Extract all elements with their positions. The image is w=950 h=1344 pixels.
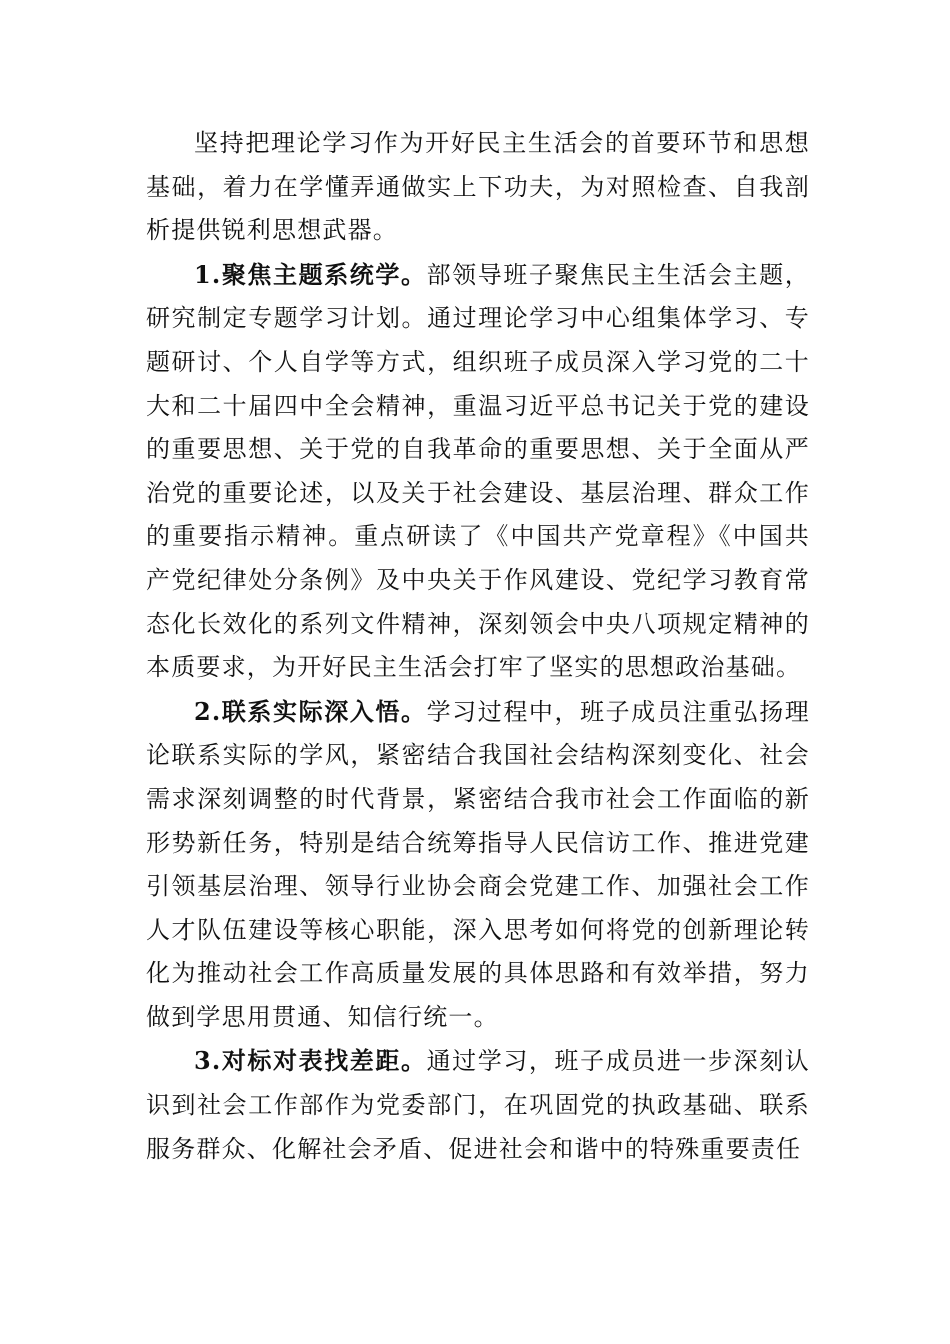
section-paragraph-1 — [146, 253, 810, 690]
section-heading-3: 3.对标对表找差距。 — [194, 1046, 427, 1076]
section-paragraph-3 — [146, 1039, 810, 1171]
section-body-2: 学习过程中，班子成员注重弘扬理论联系实际的学风，紧密结合我国社会结构深刻变化、社会需求深刻调整的时代背景，紧密结合我市社会工作面临的新形势新任务，特别是结合统筹指导人民信访工作、推进党建引领基层治理、领导行业协会商会党建工作、加强社会工作人才队伍建设等核心职能，深入思考如何将党的创新理论转化为推动社会工作高质量发展的具体思路和有效举措，努力做到学思用贯通、知信行统一。 — [146, 697, 811, 1031]
section-paragraph-2 — [146, 690, 810, 1040]
section-heading-1: 1.聚焦主题系统学。 — [194, 259, 427, 289]
section-body-3: 通过学习，班子成员进一步深刻认识到社会工作部作为党委部门，在巩固党的执政基础、联系服务群众、化解社会矛盾、促进社会和谐中的特殊重要责任 — [146, 1047, 811, 1163]
section-body-1: 部领导班子聚焦民主生活会主题，研究制定专题学习计划。通过理论学习中心组集体学习、专题研讨、个人自学等方式，组织班子成员深入学习党的二十大和二十届四中全会精神，重温习近平总书记关于党的建设的重要思想、关于党的自我革命的重要思想、关于全面从严治党的重要论述，以及关于社会建设、基层治理、群众工作的重要指示精神。重点研读了《中国共产党章程》《中国共产党纪律处分条例》及中央关于作风建设、党纪学习教育常态化长效化的系列文件精神，深刻领会中央八项规定精神的本质要求，为开好民主生活会打牢了坚实的思想政治基础。 — [146, 260, 811, 682]
intro-paragraph: 坚持把理论学习作为开好民主生活会的首要环节和思想基础，着力在学懂弄通做实上下功夫，为对照检查、自我剖析提供锐利思想武器。 — [146, 129, 810, 245]
section-heading-2: 2.联系实际深入悟。 — [194, 696, 427, 726]
document-page — [146, 122, 810, 1171]
